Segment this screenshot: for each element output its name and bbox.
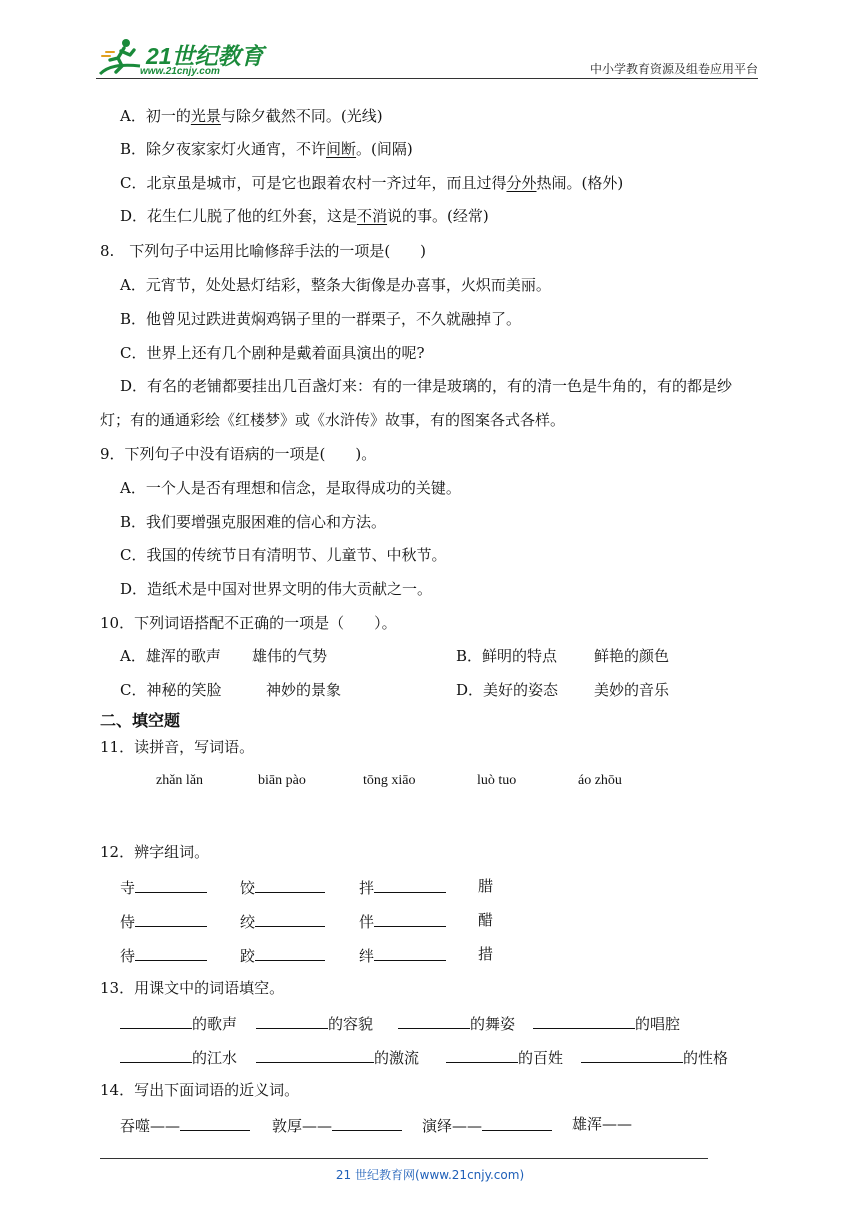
answer-blank[interactable] [398,1012,470,1029]
section-fill-in-heading: 二、填空题 [100,711,181,730]
q8-option-d-line1: D．有名的老铺都要挂出几百盏灯来：有的一律是玻璃的，有的清一色是牛角的，有的都是纱 [120,377,733,395]
q8-option-b: B．他曾见过跌进黄焖鸡锅子里的一群栗子，不久就融掉了。 [120,310,522,328]
q12-item: 待 [120,944,207,966]
q12-stem: 12．辨字组词。 [100,843,210,861]
answer-blank[interactable] [374,876,446,893]
answer-blank[interactable] [256,1012,328,1029]
q12-item: 醋 [478,911,494,929]
answer-blank[interactable] [482,1114,552,1131]
q11-pinyin-2: biān pào [258,773,306,788]
q12-item: 侍 [120,910,207,932]
answer-blank[interactable] [256,1046,374,1063]
answer-blank[interactable] [533,1012,635,1029]
q13-item: 的舞姿 [398,1012,515,1034]
q13-item: 的歌声 [120,1012,237,1034]
q12-item: 绞 [240,910,325,932]
logo-text: 21世纪教育 [146,43,264,69]
q13-item: 的激流 [256,1046,419,1068]
q8-option-d-line2: 灯；有的通通彩绘《红楼梦》或《水浒传》故事，有的图案各式各样。 [100,411,566,429]
footer-text: 21 世纪教育网(www.21cnjy.com) [335,1168,525,1182]
q7-option-c: C．北京虽是城市，可是它也跟着农村一齐过年，而且过得分外热闹。(格外) [120,174,624,192]
q13-item: 的百姓 [446,1046,563,1068]
q10-stem: 10．下列词语搭配不正确的一项是（ ）。 [100,614,397,632]
q8-stem: 8. 下列句子中运用比喻修辞手法的一项是( ) [100,242,427,260]
logo-url: www.21cnjy.com [140,66,220,77]
q10-option-d2: 美妙的音乐 [594,681,670,699]
q9-option-d: D．造纸术是中国对世界文明的伟大贡献之一。 [120,580,433,598]
answer-blank[interactable] [120,1012,192,1029]
q12-item: 绊 [359,944,446,966]
answer-blank[interactable] [120,1046,192,1063]
platform-name: 中小学教育资源及组卷应用平台 [589,62,758,76]
q8-option-c: C．世界上还有几个剧种是戴着面具演出的呢? [120,344,425,362]
q7-option-a: A．初一的光景与除夕截然不同。(光线) [120,107,383,125]
q10-option-c1: C．神秘的笑脸 [120,681,222,699]
runner-logo-icon [96,36,144,80]
answer-blank[interactable] [374,910,446,927]
answer-blank[interactable] [255,910,325,927]
q12-item: 腊 [478,877,494,895]
q12-item: 措 [478,945,494,963]
answer-blank[interactable] [374,944,446,961]
q13-item: 的唱腔 [533,1012,680,1034]
q11-pinyin-4: luò tuo [477,773,517,788]
page-header [96,36,758,80]
answer-blank[interactable] [135,876,207,893]
q11-stem: 11．读拼音，写词语。 [100,738,255,756]
q13-item: 的容貌 [256,1012,373,1034]
answer-blank[interactable] [135,910,207,927]
answer-blank[interactable] [255,944,325,961]
q13-item: 的性格 [581,1046,728,1068]
q10-option-a2: 雄伟的气势 [252,647,328,665]
q13-stem: 13．用课文中的词语填空。 [100,979,285,997]
site-logo [96,36,266,80]
q8-option-a: A．元宵节，处处悬灯结彩，整条大街像是办喜事，火炽而美丽。 [120,276,551,294]
answer-blank[interactable] [581,1046,683,1063]
q12-item: 寺 [120,876,207,898]
q14-item: 演绎—— [422,1114,552,1136]
answer-blank[interactable] [446,1046,518,1063]
q9-option-a: A．一个人是否有理想和信念，是取得成功的关键。 [120,479,461,497]
answer-blank[interactable] [180,1114,250,1131]
q10-option-a1: A．雄浑的歌声 [120,647,221,665]
q13-item: 的江水 [120,1046,237,1068]
header-divider [96,78,758,79]
q14-item: 雄浑—— [572,1115,633,1133]
q11-pinyin-3: tōng xiāo [363,773,416,788]
answer-blank[interactable] [332,1114,402,1131]
answer-blank[interactable] [135,944,207,961]
q10-option-b1: B．鲜明的特点 [456,647,558,665]
q10-option-b2: 鲜艳的颜色 [594,647,670,665]
q14-item: 吞噬—— [120,1114,250,1136]
q10-option-d1: D．美好的姿态 [456,681,559,699]
q9-option-b: B．我们要增强克服困难的信心和方法。 [120,513,387,531]
q7-option-d: D．花生仁儿脱了他的红外套，这是不消说的事。(经常) [120,207,489,225]
q11-pinyin-1: zhǎn lǎn [156,773,204,788]
q9-option-c: C．我国的传统节日有清明节、儿童节、中秋节。 [120,546,447,564]
q9-stem: 9．下列句子中没有语病的一项是( )。 [100,445,377,463]
q12-item: 跤 [240,944,325,966]
q14-item: 敦厚—— [272,1114,402,1136]
q14-stem: 14．写出下面词语的近义词。 [100,1081,300,1099]
q7-option-b: B．除夕夜家家灯火通宵，不许间断。(间隔) [120,140,413,158]
q12-item: 饺 [240,876,325,898]
q11-pinyin-5: áo zhōu [578,773,622,788]
answer-blank[interactable] [255,876,325,893]
q12-item: 伴 [359,910,446,932]
footer-divider [100,1158,708,1159]
q12-item: 拌 [359,876,446,898]
q10-option-c2: 神妙的景象 [266,681,342,699]
